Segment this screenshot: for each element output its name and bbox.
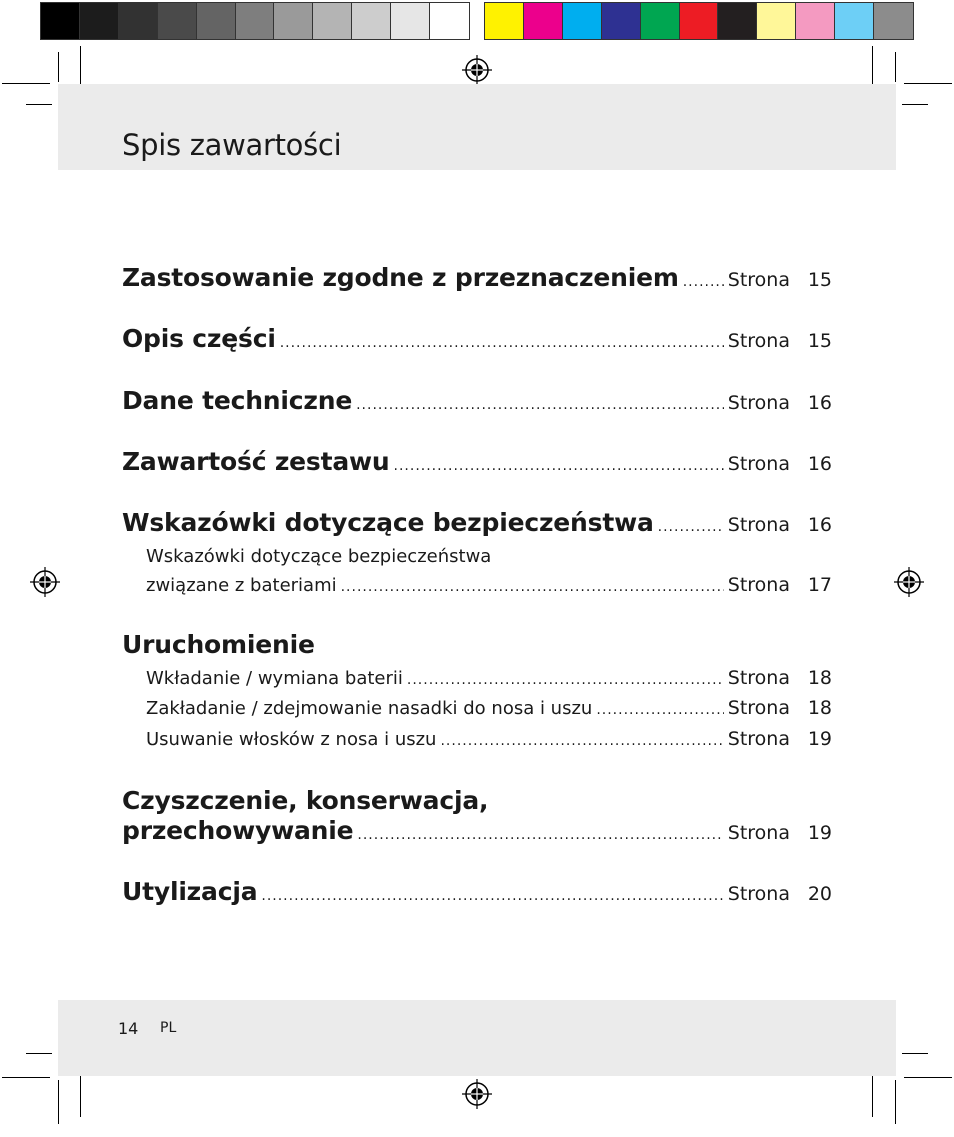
crop-mark <box>904 83 952 84</box>
toc-page-label: Strona <box>727 453 790 475</box>
crop-mark <box>26 104 52 105</box>
toc-page-number: 18 <box>807 697 832 719</box>
registration-mark-icon <box>462 1079 492 1109</box>
color-swatch <box>119 3 158 39</box>
color-swatch <box>41 3 80 39</box>
color-swatch <box>158 3 197 39</box>
toc-heading: Zastosowanie zgodne z przeznaczeniem <box>122 263 679 292</box>
crop-mark <box>58 52 59 82</box>
color-swatch <box>274 3 313 39</box>
toc-page-label: Strona <box>727 330 790 352</box>
toc-page-label: Strona <box>727 697 790 719</box>
toc-heading-line: Czyszczenie, konserwacja, <box>122 786 489 815</box>
toc-page-number: 16 <box>807 392 832 414</box>
toc-leader <box>357 827 723 843</box>
crop-mark <box>902 104 928 105</box>
crop-mark <box>26 1053 52 1054</box>
color-swatch <box>352 3 391 39</box>
color-swatch <box>197 3 236 39</box>
toc-page-label: Strona <box>727 883 790 905</box>
toc-leader <box>683 274 724 290</box>
toc-page-number: 19 <box>807 728 832 750</box>
color-swatch <box>391 3 430 39</box>
crop-mark <box>902 1053 928 1054</box>
color-swatch <box>430 3 469 39</box>
toc-page-label: Strona <box>727 269 790 291</box>
grayscale-bar <box>40 2 470 40</box>
toc-leader <box>407 672 724 688</box>
toc-entry <box>122 447 832 476</box>
color-swatch <box>80 3 119 39</box>
toc-heading: Wskazówki dotyczące bezpieczeństwa <box>122 508 654 537</box>
color-swatch <box>718 3 757 39</box>
color-swatch <box>796 3 835 39</box>
toc-page-label: Strona <box>727 822 790 844</box>
toc-subentry <box>146 667 832 689</box>
color-swatch <box>874 3 913 39</box>
color-swatch <box>835 3 874 39</box>
language-code: PL <box>160 1020 177 1036</box>
color-swatch <box>313 3 352 39</box>
crop-mark <box>80 1073 81 1117</box>
crop-mark <box>895 1080 896 1124</box>
toc-entry <box>122 386 832 415</box>
registration-mark-icon <box>30 567 60 597</box>
toc-subentry <box>146 574 832 596</box>
color-swatch <box>236 3 275 39</box>
crop-mark <box>58 1080 59 1124</box>
page-title: Spis zawartości <box>122 128 342 162</box>
toc-entry <box>122 324 832 353</box>
color-bar <box>484 2 914 40</box>
toc-page-number: 19 <box>807 822 832 844</box>
toc-leader <box>341 579 724 595</box>
toc-heading: Dane techniczne <box>122 386 353 415</box>
crop-mark <box>895 52 896 82</box>
toc-heading: Opis części <box>122 324 276 353</box>
toc-page-label: Strona <box>727 392 790 414</box>
toc-heading: przechowywanie <box>122 816 354 845</box>
toc-subheading: Usuwanie włosków z nosa i uszu <box>146 729 437 750</box>
toc-entry <box>122 508 832 537</box>
toc-leader <box>440 733 723 749</box>
toc-page-number: 16 <box>807 514 832 536</box>
color-swatch <box>563 3 602 39</box>
toc-leader <box>658 519 724 535</box>
toc-page-label: Strona <box>727 667 790 689</box>
toc-entry <box>122 263 832 292</box>
color-swatch <box>641 3 680 39</box>
toc-entry <box>122 816 832 845</box>
toc-page-number: 18 <box>807 667 832 689</box>
toc-subentry-line: Wskazówki dotyczące bezpieczeństwa <box>146 546 492 567</box>
page-number: 14 <box>118 1019 139 1038</box>
toc-leader <box>261 888 723 904</box>
footer-band <box>58 1000 896 1076</box>
color-swatch <box>524 3 563 39</box>
toc-page-number: 20 <box>807 883 832 905</box>
toc-entry <box>122 877 832 906</box>
toc-page-number: 16 <box>807 453 832 475</box>
crop-mark <box>2 1077 50 1078</box>
crop-mark <box>904 1077 952 1078</box>
color-swatch <box>757 3 796 39</box>
toc-leader <box>356 397 724 413</box>
toc-page-number: 17 <box>807 574 832 596</box>
toc-heading: Zawartość zestawu <box>122 447 390 476</box>
color-swatch <box>602 3 641 39</box>
toc-leader <box>394 458 724 474</box>
toc-subentry <box>146 697 832 719</box>
toc-leader <box>596 702 723 718</box>
toc-subentry <box>146 728 832 750</box>
crop-mark <box>872 1073 873 1117</box>
toc-heading: Utylizacja <box>122 877 258 906</box>
toc-page-number: 15 <box>807 269 832 291</box>
toc-heading: Uruchomienie <box>122 630 315 659</box>
toc-page-label: Strona <box>727 514 790 536</box>
toc-subheading: Wkładanie / wymiana baterii <box>146 668 403 689</box>
toc-leader <box>280 335 724 351</box>
registration-mark-icon <box>894 567 924 597</box>
registration-mark-icon <box>462 55 492 85</box>
color-swatch <box>680 3 719 39</box>
toc-subheading: związane z bateriami <box>146 575 337 596</box>
toc-page-label: Strona <box>727 728 790 750</box>
toc-page-label: Strona <box>727 574 790 596</box>
color-swatch <box>485 3 524 39</box>
toc-subheading: Zakładanie / zdejmowanie nasadki do nosa i uszu <box>146 698 593 719</box>
crop-mark <box>2 83 50 84</box>
toc-page-number: 15 <box>807 330 832 352</box>
